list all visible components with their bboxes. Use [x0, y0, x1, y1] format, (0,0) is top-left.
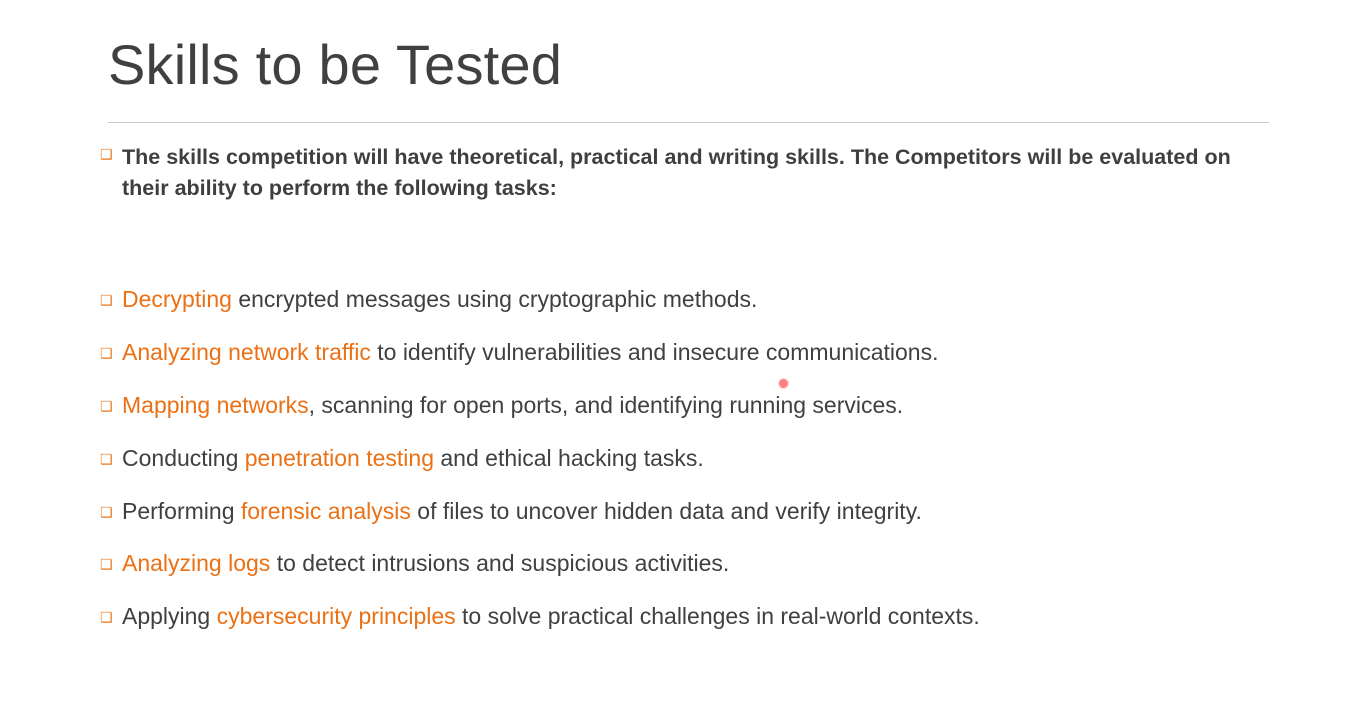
intro-bullet-text: [122, 142, 1280, 203]
page-title: Skills to be Tested: [108, 33, 563, 96]
highlighted-phrase: Decrypting: [122, 286, 232, 312]
list-item-text: [122, 602, 1300, 632]
bullet-square-icon: ❑: [100, 557, 113, 574]
bullet-square-icon: ❑: [100, 293, 113, 309]
plain-phrase: to detect intrusions and suspicious activities.: [270, 550, 730, 577]
bullet-square-icon: ❑: [100, 451, 113, 468]
list-item-text: [122, 497, 1300, 527]
title-divider: [108, 122, 1269, 123]
highlighted-phrase: Mapping networks: [122, 391, 309, 418]
intro-bullet-row: [100, 142, 1280, 203]
bullet-square-icon: ❑: [100, 610, 113, 627]
list-item: [100, 602, 1300, 632]
bullet-square-icon: ❑: [100, 345, 113, 362]
skills-list: [100, 285, 1300, 632]
list-item-text: [122, 444, 1300, 474]
highlighted-phrase: Analyzing logs: [122, 550, 271, 577]
list-item: [100, 444, 1300, 474]
bullet-square-icon: ❑: [100, 504, 113, 521]
intro-paragraph-block: [100, 142, 1280, 203]
bullet-square-icon: ❑: [100, 398, 113, 415]
list-item: [100, 497, 1300, 527]
plain-phrase: Applying: [122, 603, 217, 630]
highlighted-phrase: penetration testing: [244, 444, 434, 471]
list-item-text: [122, 391, 1300, 421]
plain-phrase: to solve practical challenges in real-world contexts.: [455, 603, 980, 630]
plain-phrase: Conducting: [122, 444, 245, 471]
list-item: [100, 391, 1300, 421]
plain-phrase: of files to uncover hidden data and verify integrity.: [410, 497, 922, 524]
plain-phrase: The skills competition will have theoretical, practical and writing skills. The Competitors will be evaluated on their ability to perform the following tasks:: [122, 145, 1231, 200]
plain-phrase: , scanning for open ports, and identifying running services.: [308, 391, 904, 418]
plain-phrase: to identify vulnerabilities and insecure communications.: [370, 338, 939, 365]
highlighted-phrase: cybersecurity principles: [216, 603, 456, 630]
list-item-text: [122, 285, 1300, 315]
list-item-text: [122, 549, 1300, 579]
plain-phrase: and ethical hacking tasks.: [434, 444, 704, 471]
highlighted-phrase: forensic analysis: [240, 497, 411, 524]
bullet-square-icon: ❑: [100, 147, 113, 163]
highlighted-phrase: Analyzing network traffic: [122, 338, 371, 365]
list-item: [100, 338, 1300, 368]
list-item: [100, 549, 1300, 579]
list-item: [100, 285, 1300, 315]
plain-phrase: encrypted messages using cryptographic methods.: [231, 286, 758, 312]
cursor-pointer-dot: [779, 379, 788, 388]
plain-phrase: Performing: [122, 497, 241, 524]
list-item-text: [122, 338, 1300, 368]
